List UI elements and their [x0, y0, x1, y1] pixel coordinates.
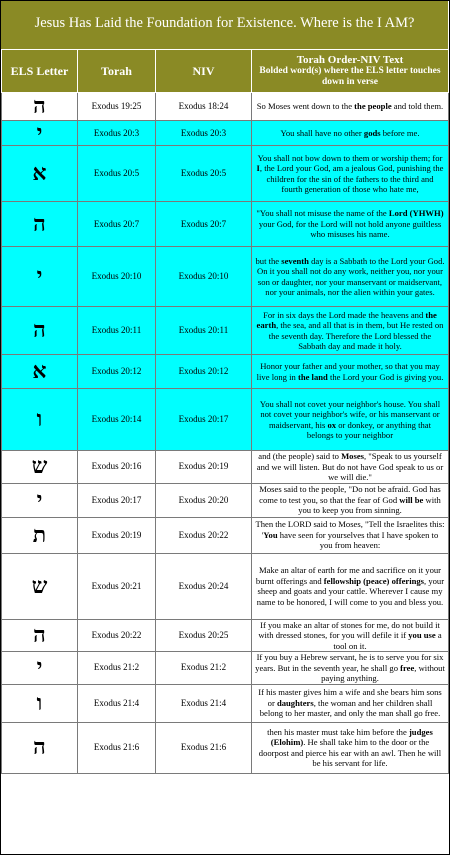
table-row [2, 652, 449, 685]
verse-text: You shall not bow down to them or worship them; for I, the Lord your God, am a jealous God, punishing the children for the sin of the fathers to the third and fourth generation of those who hate me, [252, 146, 449, 202]
verse-text: If you buy a Hebrew servant, he is to serve you for six years. But in the seventh year, he shall go free, without paying anything. [252, 652, 449, 685]
els-letter: ה [2, 722, 78, 773]
els-letter: ה [2, 619, 78, 652]
torah-ref: Exodus 20:5 [78, 146, 156, 202]
els-letter: י [2, 483, 78, 517]
torah-ref: Exodus 20:12 [78, 355, 156, 389]
touchdown-word: the earth [256, 309, 437, 330]
table-row [2, 684, 449, 722]
els-letter: י [2, 121, 78, 146]
torah-ref: Exodus 20:21 [78, 553, 156, 619]
verse-text: and (the people) said to Moses, "Speak to us yourself and we will listen. But do not have God speak to us or we will die." [252, 451, 449, 484]
torah-ref: Exodus 20:14 [78, 389, 156, 451]
header-torah: Torah [78, 50, 156, 93]
els-letter: י [2, 652, 78, 685]
table-row [2, 451, 449, 484]
torah-ref: Exodus 20:7 [78, 202, 156, 247]
niv-ref: Exodus 18:24 [156, 93, 252, 121]
niv-ref: Exodus 21:6 [156, 722, 252, 773]
torah-ref: Exodus 20:22 [78, 619, 156, 652]
table-row [2, 355, 449, 389]
touchdown-word: the people [354, 101, 392, 112]
table-row [2, 619, 449, 652]
torah-ref: Exodus 20:17 [78, 483, 156, 517]
touchdown-word: I [256, 163, 260, 173]
table-row [2, 553, 449, 619]
table-row [2, 202, 449, 247]
niv-ref: Exodus 20:25 [156, 619, 252, 652]
verse-text: Make an altar of earth for me and sacrifice on it your burnt offerings and fellowship (peace) offerings, your sheep and goats and your cattle. Wherever I cause my name to be honored, I will come to you and bless you. [252, 553, 449, 619]
niv-ref: Exodus 20:10 [156, 247, 252, 307]
torah-ref: Exodus 20:19 [78, 517, 156, 553]
niv-ref: Exodus 20:3 [156, 121, 252, 146]
torah-ref: Exodus 20:16 [78, 451, 156, 484]
torah-ref: Exodus 21:4 [78, 684, 156, 722]
els-letter: ת [2, 517, 78, 553]
els-letter: א [2, 355, 78, 389]
verse-text: Moses said to the people, "Do not be afraid. God has come to test you, so that the fear of God will be with you to keep you from sinning. [252, 483, 449, 517]
header-els-letter: ELS Letter [2, 50, 78, 93]
touchdown-word: daughters [276, 697, 314, 708]
verse-text: If you make an altar of stones for me, do not build it with dressed stones, for you will defile it if you use a tool on it. [252, 619, 449, 652]
table-row [2, 722, 449, 773]
table-row [2, 517, 449, 553]
header-text-subtitle: Bolded word(s) where the ELS letter touches down in verse [259, 66, 441, 87]
table-row [2, 483, 449, 517]
page-title: Jesus Has Laid the Foundation for Existence. Where is the I AM? [1, 1, 448, 49]
torah-ref: Exodus 21:6 [78, 722, 156, 773]
niv-ref: Exodus 21:4 [156, 684, 252, 722]
touchdown-word: Lord (YHWH) [388, 208, 444, 219]
els-letter: ו [2, 389, 78, 451]
touchdown-word: free [400, 662, 415, 673]
touchdown-word: judges (Elohim) [270, 726, 433, 747]
torah-ref: Exodus 21:2 [78, 652, 156, 685]
verse-text: "You shall not misuse the name of the Lord (YHWH) your God, for the Lord will not hold anyone guiltless who misuses his name. [252, 202, 449, 247]
verse-text: If his master gives him a wife and she bears him sons or daughters, the woman and her children shall belong to her master, and only the man shall go free. [252, 684, 449, 722]
touchdown-word: fellowship (peace) offerings [323, 575, 425, 586]
table-row [2, 121, 449, 146]
verse-text: Then the LORD said to Moses, "Tell the Israelites this: 'You have seen for yourselves that I have spoken to you from heaven: [252, 517, 449, 553]
torah-ref: Exodus 20:3 [78, 121, 156, 146]
verse-text: You shall have no other gods before me. [252, 121, 449, 146]
touchdown-word: the land [297, 371, 328, 382]
table-row [2, 389, 449, 451]
niv-ref: Exodus 20:12 [156, 355, 252, 389]
touchdown-word: You [263, 529, 278, 540]
touchdown-word: ox [327, 419, 337, 430]
els-letter: ש [2, 553, 78, 619]
verse-text: You shall not covet your neighbor's house. You shall not covet your neighbor's wife, or his manservant or maidservant, his ox or donkey, or anything that belongs to your neighbor [252, 389, 449, 451]
touchdown-word: you use [408, 630, 436, 640]
els-table [1, 49, 449, 774]
touchdown-word: seventh [281, 255, 309, 266]
torah-ref: Exodus 19:25 [78, 93, 156, 121]
verse-text: then his master must take him before the judges (Elohim). He shall take him to the door or the doorpost and pierce his ear with an awl. Then he will be his servant for life. [252, 722, 449, 773]
els-letter: ו [2, 684, 78, 722]
els-letter: ה [2, 93, 78, 121]
verse-text: For in six days the Lord made the heavens and the earth, the sea, and all that is in them, but He rested on the seventh day. Therefore the Lord blessed the Sabbath day and made it holy. [252, 307, 449, 355]
table-header-row [2, 50, 449, 93]
niv-ref: Exodus 20:17 [156, 389, 252, 451]
table-body [2, 93, 449, 774]
torah-ref: Exodus 20:11 [78, 307, 156, 355]
niv-ref: Exodus 20:11 [156, 307, 252, 355]
niv-ref: Exodus 20:20 [156, 483, 252, 517]
verse-text: So Moses went down to the the people and told them. [252, 93, 449, 121]
touchdown-word: Moses [341, 451, 364, 461]
header-text [252, 50, 449, 93]
els-letter: ה [2, 202, 78, 247]
niv-ref: Exodus 21:2 [156, 652, 252, 685]
touchdown-word: gods [363, 127, 381, 138]
els-letter: א [2, 146, 78, 202]
niv-ref: Exodus 20:22 [156, 517, 252, 553]
niv-ref: Exodus 20:5 [156, 146, 252, 202]
els-letter: ה [2, 307, 78, 355]
niv-ref: Exodus 20:19 [156, 451, 252, 484]
header-niv: NIV [156, 50, 252, 93]
niv-ref: Exodus 20:24 [156, 553, 252, 619]
table-row [2, 247, 449, 307]
els-letter: ש [2, 451, 78, 484]
table-row [2, 307, 449, 355]
header-text-title: Torah Order-NIV Text [296, 54, 404, 66]
verse-text: Honor your father and your mother, so that you may live long in the land the Lord your God is giving you. [252, 355, 449, 389]
table-row [2, 146, 449, 202]
torah-ref: Exodus 20:10 [78, 247, 156, 307]
table-row [2, 93, 449, 121]
niv-ref: Exodus 20:7 [156, 202, 252, 247]
touchdown-word: will be [399, 494, 424, 505]
verse-text: but the seventh day is a Sabbath to the Lord your God. On it you shall not do any work, neither you, nor your son or daughter, nor your manservant or maidservant, nor your animals, nor the alien within your gates. [252, 247, 449, 307]
els-letter: י [2, 247, 78, 307]
